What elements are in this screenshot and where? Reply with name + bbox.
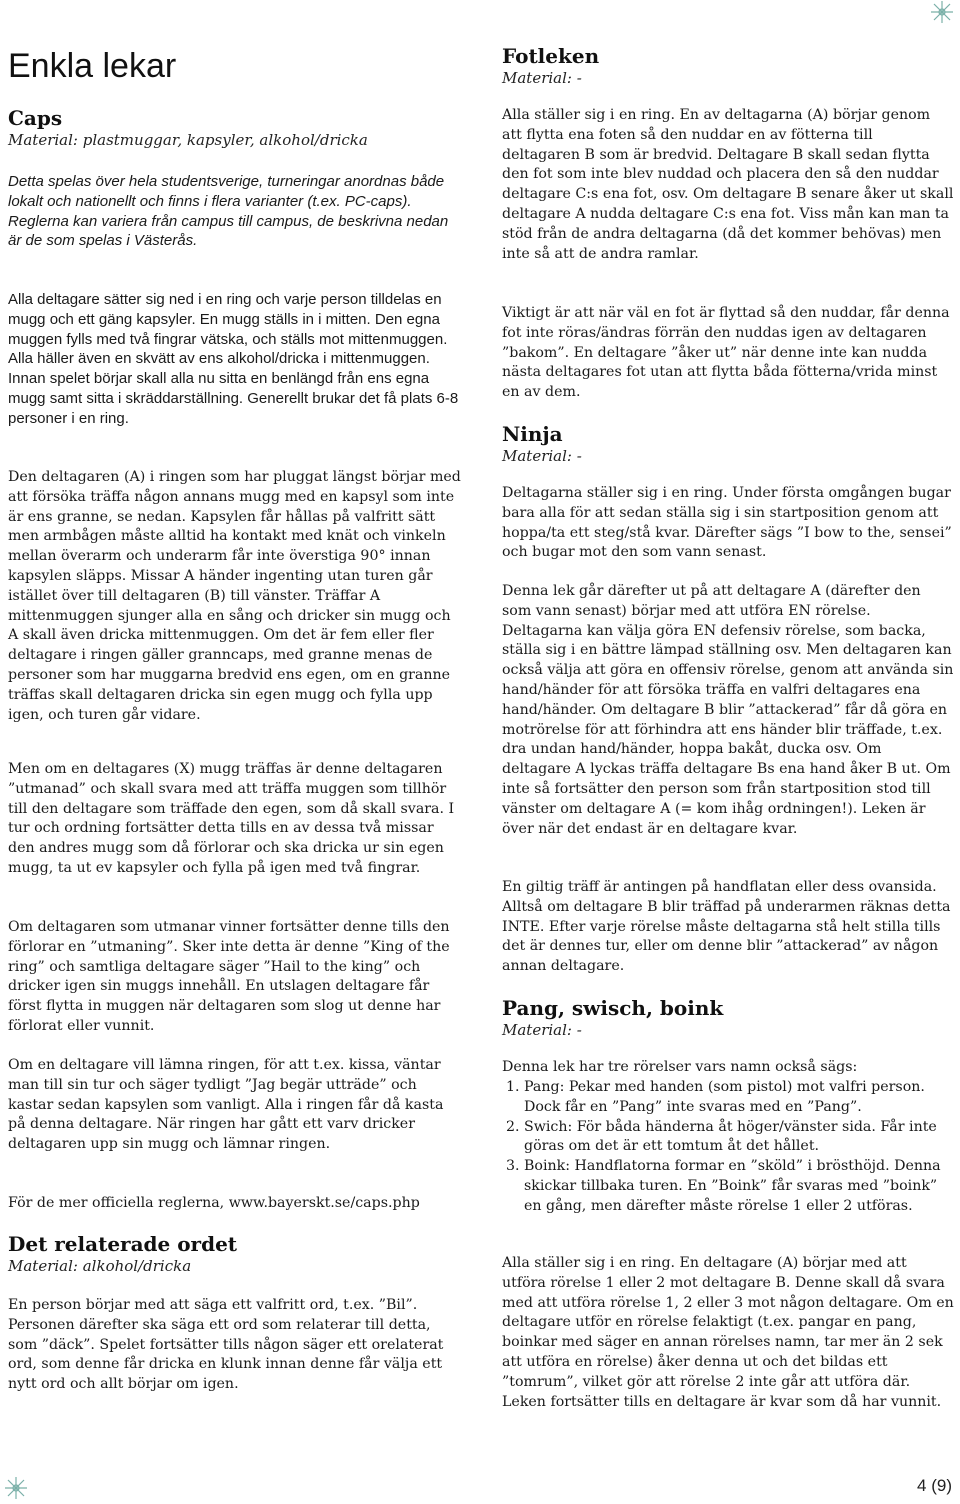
pang-moves-list [502,1078,954,1217]
ordet-paragraph: En person börjar med att säga ett valfritt ord, t.ex. ”Bil”. Personen därefter ska säga ett ord som relaterar till detta, som ”däck”. Spelet fortsätter tills någon säger ett orelaterat ord, som denne får dricka en klunk innan denne får välja ett nytt ord och allt börjar om igen. [8,1297,444,1393]
pang-heading: Pang, swisch, boink [502,996,724,1020]
page-number: 4 (9) [917,1476,952,1495]
ninja-paragraph-2: Denna lek går därefter ut på att deltagare A (därefter den som vann senast) börjar med att utföra EN rörelse. Deltagarna kan välja göra EN defensiv rörelse, som backa, ställa sig i en bättre lämpad ställning osv. Men deltagaren kan också välja att göra en offensiv rörelse, genom att använda sin hand/händer för att försöka träffa en valfri deltagares ena hand/händer. Om deltagare B blir ”attackerad” får då göra en motrörelse för att förhindra att ens händer blir träffade, t.ex. dra undan hand/händer, hoppa bakåt, ducka osv. Om deltagare A lyckas träffa deltagare Bs ena hand åker B ut. Om inte så fortsätter den person som från startposition stod till vänster om deltagare A (= kom ihåg ordningen!). Leken är över när det endast är en deltagare kvar. [502,583,954,837]
snowflake-icon-bottom-left [4,1476,28,1500]
ninja-paragraph-3: En giltig träff är antingen på handflatan eller dess ovansida. Alltså om deltagare B blir träffad på underarmen räknas detta INTE. Efter varje rörelse måste deltagarna stå helt stilla tills det är dennes tur, eller om denne blir ”attackerad” av någon annan deltagare. [502,879,951,975]
caps-paragraph-4: Om deltagaren som utmanar vinner fortsätter denne tills den förlorar en ”utmaning”. Sker inte detta är denne ”King of the ring” och samtliga deltagare säger ”Hail to the king” och dricker igen sin muggs innehåll. En utslagen deltagare får först flytta in muggen när deltagaren som slog ut denne har förlorat eller vunnit. [8,919,450,1034]
list-item: 1. Pang: Pekar med handen (som pistol) mot valfri person. Dock får en ”Pang” inte svaras med en ”Pang”. [524,1078,954,1118]
page-title: Enkla lekar [8,47,177,85]
fotleken-section [502,44,954,88]
caps-paragraph-1: Alla deltagare sätter sig ned i en ring och varje person tilldelas en mugg och ett gäng kapsyler. En mugg ställs in i mitten. Den egna muggen fylls med två fingrar vätska, och ställs mot mittenmuggen. Alla häller även en skvätt av ens alkohol/dricka i mittenmuggen. Innan spelet börjar skall alla nu sitta en benlängd från ens egna mugg samt sitta i skräddarställning. Generellt brukar det få plats 6-8 personer i en ring. [8,291,459,427]
fotleken-heading: Fotleken [502,44,600,68]
ordet-heading: Det relaterade ordet [8,1232,238,1256]
pang-intro: Denna lek har tre rörelser vars namn också sägs: [502,1059,858,1075]
pang-material: Material: - [502,1021,582,1039]
ninja-section [502,422,954,466]
ninja-heading: Ninja [502,422,563,446]
caps-intro: Detta spelas över hela studentsverige, turneringar anordnas både lokalt och nationellt och finns i flera varianter (t.ex. PC-caps). Reglerna kan variera från campus till campus, de beskrivna nedan är de som spelas i Västerås. [8,173,449,250]
fotleken-material: Material: - [502,69,582,87]
caps-link-text: För de mer officiella reglerna, www.bayerskt.se/caps.php [8,1195,420,1211]
pang-paragraph: Alla ställer sig i en ring. En deltagare (A) börjar med att utföra rörelse 1 eller 2 mot deltagare B. Denne skall då svara med att utföra rörelse 1, 2 eller 3 mot någon deltagare. Om en deltagare utför en rörelse felaktigt (t.ex. pangar en pang, boinkar med säger en annan rörelses namn, tar mer än 2 sek att utföra en rörelse) åker denna ut och det bildas ett ”tomrum”, vilket gör att rörelse 2 inte går att utföra där. Leken fortsätter tills en deltagare är kvar som då har vunnit. [502,1255,954,1410]
caps-heading: Caps [8,106,63,130]
pang-section [502,996,954,1040]
fotleken-paragraph-1: Alla ställer sig i en ring. En av deltagarna (A) börjar genom att flytta ena foten så den nuddar en av fötterna till deltagaren B som är bredvid. Deltagare B skall sedan flytta den fot som inte blev nuddad och placera den så den nuddar deltagare C:s ena fot, osv. Om deltagare B senare åker ut skall deltagare A nudda deltagare C:s ena fot. Viss mån kan man ta stöd från de andra deltagarna (då det kommer behövas) men inte så att de andra ramlar. [502,107,954,262]
caps-material: Material: plastmuggar, kapsyler, alkohol/dricka [8,131,368,149]
snowflake-icon-top-right [930,0,954,24]
ninja-material: Material: - [502,447,582,465]
list-item: 2. Swich: För båda händerna åt höger/vänster sida. Får inte göras om det är ett tomtum åt det hållet. [524,1118,954,1158]
caps-paragraph-3: Men om en deltagares (X) mugg träffas är denne deltagaren ”utmanad” och skall svara med att träffa muggen som tillhör till den deltagare som träffade den egen, som då skall svara. I tur och ordning fortsätter detta tills en av dessa två missar den andres mugg som då förlorar och ska dricka ur sin egen mugg, ta ut ev kapsyler och fylla på igen med två fingrar. [8,761,455,876]
caps-paragraph-2: Den deltagaren (A) i ringen som har pluggat längst börjar med att försöka träffa någon annans mugg med en kapsyl som inte är ens granne, se nedan. Kapsylen får hållas på valfritt sätt men armbågen måste alltid ha kontakt med knät och vinkeln mellan överarm och underarm får inte överstiga 90° innan kapsylen släpps. Missar A händer ingenting utan turen går istället över till deltagaren (B) till vänster. Träffar A mittenmuggen sjunger alla en sång och dricker sin mugg och A skall även dricka mittenmuggen. Om det är fem eller fler deltagare i ringen gäller granncaps, med granne menas de personer som har muggarna bredvid ens egen, om en granne träffas skall deltagaren dricka sin egen mugg och fylla upp igen, och turen går vidare. [8,469,461,723]
ordet-material: Material: alkohol/dricka [8,1257,192,1275]
caps-paragraph-5: Om en deltagare vill lämna ringen, för att t.ex. kissa, väntar man till sin tur och säger tydligt ”Jag begär utträde” och kastar sedan kapsylen som vanligt. Alla i ringen får då kasta på denna deltagare. När ringen har gått ett varv dricker deltagaren upp sin mugg och lämnar ringen. [8,1057,444,1153]
ninja-paragraph-1: Deltagarna ställer sig i en ring. Under första omgången bugar bara alla för att sedan ställa sig i sin startposition genom att hoppa/ta ett steg/stå kvar. Därefter sägs ”I bow to the, sensei” och bugar mot den som vann senast. [502,485,952,561]
caps-section [8,106,464,150]
list-item: 3. Boink: Handflatorna formar en ”sköld” i brösthöjd. Denna skickar tillbaka turen. En ”Boink” får svaras med ”boink” en gång, men därefter måste rörelse 1 eller 2 utföras. [524,1157,954,1216]
fotleken-paragraph-2: Viktigt är att när väl en fot är flyttad så den nuddar, får denna fot inte röras/ändras förrän den nuddas igen av deltagaren ”bakom”. En deltagare ”åker ut” när denne inte kan nudda nästa deltagares fot utan att flytta båda fötterna/vrida minst en av dem. [502,305,950,401]
ordet-section [8,1232,464,1276]
